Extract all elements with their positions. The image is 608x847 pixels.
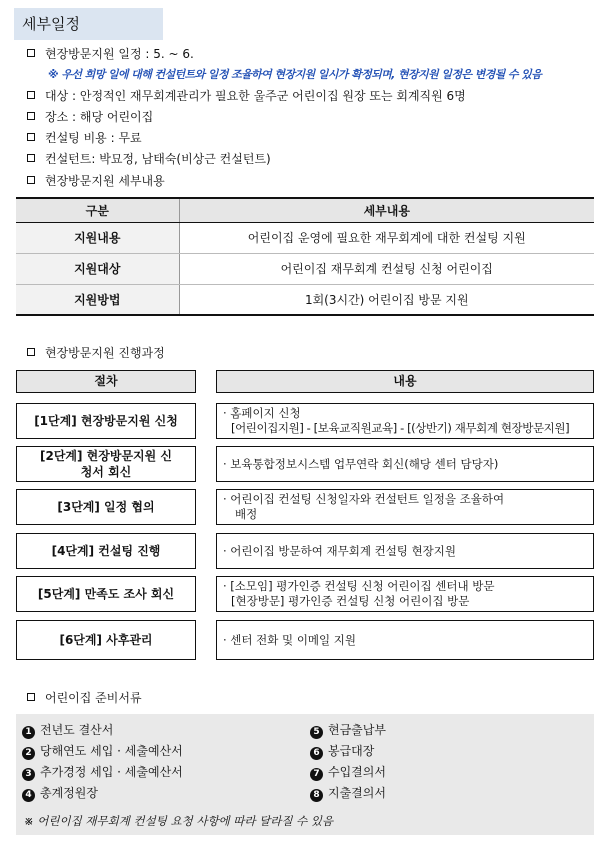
process-step-4: [4단계] 컨설팅 진행: [16, 533, 196, 569]
bullet-schedule: [27, 46, 194, 62]
process-content-2: [216, 446, 594, 482]
number-icon: 8: [310, 789, 323, 802]
process-content-3: [216, 489, 594, 525]
document-label: 추가경정 세입 · 세출예산서: [40, 765, 183, 779]
content-line: 배정: [235, 507, 258, 521]
checkbox-bullet-icon: [27, 154, 35, 162]
content-line: · 홈페이지 신청: [223, 406, 301, 420]
bullet-text: 컨설턴트: 박묘정, 남태숙(비상근 컨설턴트): [45, 152, 271, 166]
detail-table: [16, 197, 594, 316]
number-icon: 2: [22, 747, 35, 760]
process-header-step: 절차: [16, 370, 196, 393]
process-content-6: [216, 620, 594, 660]
table-row: [16, 284, 594, 315]
checkbox-bullet-icon: [27, 91, 35, 99]
table-cell-key: 지원내용: [16, 222, 179, 253]
checkbox-bullet-icon: [27, 49, 35, 57]
documents-panel: [16, 714, 594, 835]
table-cell-key: 지원방법: [16, 284, 179, 315]
document-label: 전년도 결산서: [40, 723, 114, 737]
number-icon: 1: [22, 726, 35, 739]
checkbox-bullet-icon: [27, 348, 35, 356]
document-item: [22, 722, 113, 739]
process-step-1: [1단계] 현장방문지원 신청: [16, 403, 196, 439]
number-icon: 7: [310, 768, 323, 781]
content-line: · 어린이집 방문하여 재무회계 컨설팅 현장지원: [223, 543, 457, 558]
table-cell: 어린이집 재무회계 컨설팅 신청 어린이집: [179, 253, 594, 284]
bullet-text: 컨설팅 비용 : 무료: [45, 131, 142, 145]
bullet-text: 현장방문지원 세부내용: [45, 174, 165, 188]
document-item: [310, 743, 374, 760]
section-title: 세부일정: [14, 8, 163, 40]
checkbox-bullet-icon: [27, 693, 35, 701]
checkbox-bullet-icon: [27, 176, 35, 184]
table-header: 세부내용: [179, 198, 594, 222]
process-step-5: [5단계] 만족도 조사 회신: [16, 576, 196, 612]
document-item: [310, 764, 386, 781]
document-label: 당해연도 세입 · 세출예산서: [40, 744, 183, 758]
process-content-1: [216, 403, 594, 439]
document-item: [310, 785, 386, 802]
content-line: · 어린이집 컨설팅 신청일자와 컨설턴트 일정을 조율하여: [223, 492, 505, 506]
number-icon: 3: [22, 768, 35, 781]
document-label: 지출결의서: [328, 786, 386, 800]
bullet-target: [27, 88, 466, 104]
table-header: 구분: [16, 198, 179, 222]
document-label: 총계정원장: [40, 786, 98, 800]
schedule-note: ※ 우선 희망 일에 대해 컨설턴트와 일정 조율하여 현장지원 일시가 확정되며, 현장지원 일정은 변경될 수 있음: [48, 68, 542, 81]
content-line: [현장방문] 평가인증 컨설팅 신청 어린이집 방문: [231, 594, 470, 608]
number-icon: 5: [310, 726, 323, 739]
process-step-6: [6단계] 사후관리: [16, 620, 196, 660]
table-cell-key: 지원대상: [16, 253, 179, 284]
document-item: [22, 785, 98, 802]
bullet-consultants: [27, 151, 271, 167]
bullet-text: 현장방문지원 일정 : 5. ~ 6.: [45, 47, 194, 61]
document-item: [22, 764, 183, 781]
process-content-4: [216, 533, 594, 569]
number-icon: 4: [22, 789, 35, 802]
documents-note: ※ 어린이집 재무회계 컨설팅 요청 사항에 따라 달라질 수 있음: [24, 814, 334, 828]
process-content-5: [216, 576, 594, 612]
process-step-2: [2단계] 현장방문지원 신청서 회신: [16, 446, 196, 482]
content-line: · [소모임] 평가인증 컨설팅 신청 어린이집 센터내 방문: [223, 579, 495, 593]
process-header-content: 내용: [216, 370, 594, 393]
bullet-cost: [27, 130, 142, 146]
table-header-row: [16, 198, 594, 222]
number-icon: 6: [310, 747, 323, 760]
content-line: · 센터 전화 및 이메일 지원: [223, 632, 357, 647]
bullet-text: 대상 : 안정적인 재무회계관리가 필요한 울주군 어린이집 원장 또는 회계직원 6명: [45, 89, 466, 103]
process-step-3: [3단계] 일정 협의: [16, 489, 196, 525]
bullet-text: 어린이집 준비서류: [45, 691, 142, 705]
table-cell: 1회(3시간) 어린이집 방문 지원: [179, 284, 594, 315]
bullet-text: 현장방문지원 진행과정: [45, 346, 165, 360]
table-cell: 어린이집 운영에 필요한 재무회계에 대한 컨설팅 지원: [179, 222, 594, 253]
document-label: 봉급대장: [328, 744, 375, 758]
content-line: [어린이집지원] - [보육교직원교육] - [(상반기) 재무회계 현장방문지원]: [231, 421, 570, 435]
document-label: 현금출납부: [328, 723, 386, 737]
checkbox-bullet-icon: [27, 133, 35, 141]
document-item: [22, 743, 183, 760]
document-label: 수입결의서: [328, 765, 386, 779]
checkbox-bullet-icon: [27, 112, 35, 120]
content-line: · 보육통합정보시스템 업무연락 회신(해당 센터 담당자): [223, 456, 499, 471]
table-row: [16, 222, 594, 253]
table-row: [16, 253, 594, 284]
bullet-docs: [27, 690, 142, 706]
bullet-text: 장소 : 해당 어린이집: [45, 110, 154, 124]
bullet-place: [27, 109, 153, 125]
document-item: [310, 722, 386, 739]
bullet-process: [27, 345, 165, 361]
bullet-detail: [27, 173, 165, 189]
